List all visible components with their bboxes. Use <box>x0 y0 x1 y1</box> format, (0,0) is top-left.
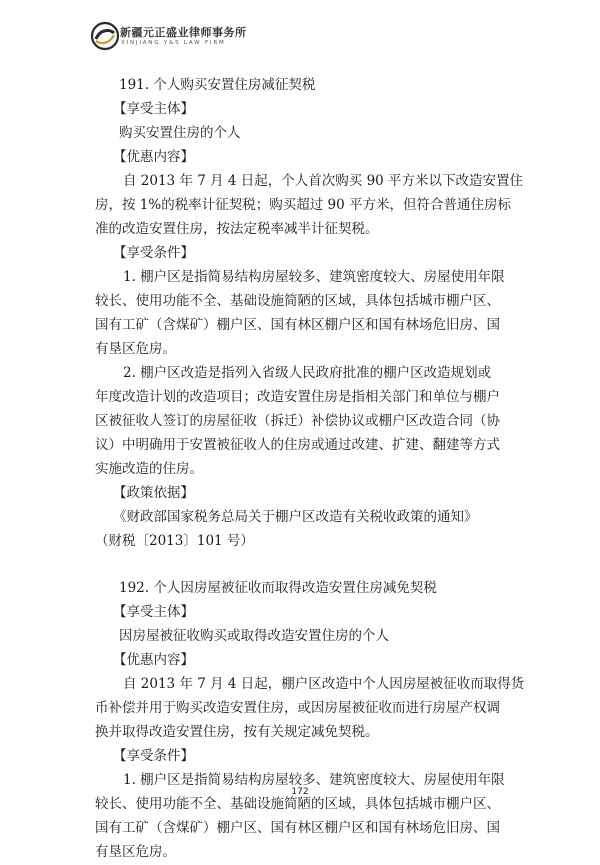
item-title: 192. 个人因房屋被征收而取得改造安置住房减免契税 <box>119 580 437 596</box>
page-number: 172 <box>291 787 309 797</box>
item-title: 191. 个人购买安置住房减征契税 <box>119 77 316 93</box>
firm-logo-icon <box>90 21 120 51</box>
paragraph-line: 房，按 1%的税率计征契税；购买超过 90 平方米，但符合普通住房标 <box>95 197 511 213</box>
paragraph-line: 换并取得改造安置住房，按有关规定减免契税。 <box>95 724 379 740</box>
paragraph-line: 因房屋被征收购买或取得改造安置住房的个人 <box>119 628 389 644</box>
paragraph-line: 2. 棚户区改造是指列入省级人民政府批准的棚户区改造规划或 <box>123 365 492 381</box>
section-label: 【享受主体】 <box>113 101 194 117</box>
paragraph-line: 《财政部国家税务总局关于棚户区改造有关税收政策的通知》 <box>113 509 478 525</box>
paragraph-line: （财税〔2013〕101 号） <box>95 533 254 549</box>
firm-name-en: XINJIANG Y&S LAW FIRM <box>121 40 226 46</box>
paragraph-line: 国有工矿（含煤矿）棚户区、国有林区棚户区和国有林场危旧房、国 <box>95 820 500 836</box>
section-label: 【享受条件】 <box>113 245 194 261</box>
section-label: 【优惠内容】 <box>113 652 194 668</box>
paragraph-line: 购买安置住房的个人 <box>119 125 241 141</box>
letterhead <box>90 18 330 54</box>
paragraph-line: 自 2013 年 7 月 4 日起，个人首次购买 90 平方米以下改造安置住 <box>123 173 524 189</box>
section-label: 【优惠内容】 <box>113 149 194 165</box>
paragraph-line: 议）中明确用于安置被征收人的住房或通过改建、扩建、翻建等方式 <box>95 437 500 453</box>
paragraph-line: 有垦区危房。 <box>95 341 176 357</box>
section-label: 【享受条件】 <box>113 748 194 764</box>
paragraph-line: 国有工矿（含煤矿）棚户区、国有林区棚户区和国有林场危旧房、国 <box>95 317 500 333</box>
paragraph-line: 自 2013 年 7 月 4 日起，棚户区改造中个人因房屋被征收而取得货 <box>123 676 525 692</box>
paragraph-line: 区被征收人签订的房屋征收（拆迁）补偿协议或棚户区改造合同（协 <box>95 413 500 429</box>
paragraph-line: 年度改造计划的改造项目；改造安置住房是指相关部门和单位与棚户 <box>95 389 500 405</box>
paragraph-line: 1. 棚户区是指简易结构房屋较多、建筑密度较大、房屋使用年限 <box>123 269 505 285</box>
paragraph-line: 币补偿并用于购买改造安置住房，或因房屋被征收而进行房屋产权调 <box>95 700 500 716</box>
paragraph-line: 较长、使用功能不全、基础设施简陋的区域，具体包括城市棚户区、 <box>95 796 500 812</box>
paragraph-line: 1. 棚户区是指简易结构房屋较多、建筑密度较大、房屋使用年限 <box>123 772 505 788</box>
paragraph-line: 实施改造的住房。 <box>95 461 203 477</box>
paragraph-line: 较长、使用功能不全、基础设施简陋的区域，具体包括城市棚户区、 <box>95 293 500 309</box>
section-label: 【享受主体】 <box>113 604 194 620</box>
firm-name-cn: 新疆元正盛业律师事务所 <box>120 26 247 39</box>
paragraph-line: 有垦区危房。 <box>95 844 176 860</box>
section-label: 【政策依据】 <box>113 485 194 501</box>
paragraph-line: 准的改造安置住房，按法定税率减半计征契税。 <box>95 221 379 237</box>
